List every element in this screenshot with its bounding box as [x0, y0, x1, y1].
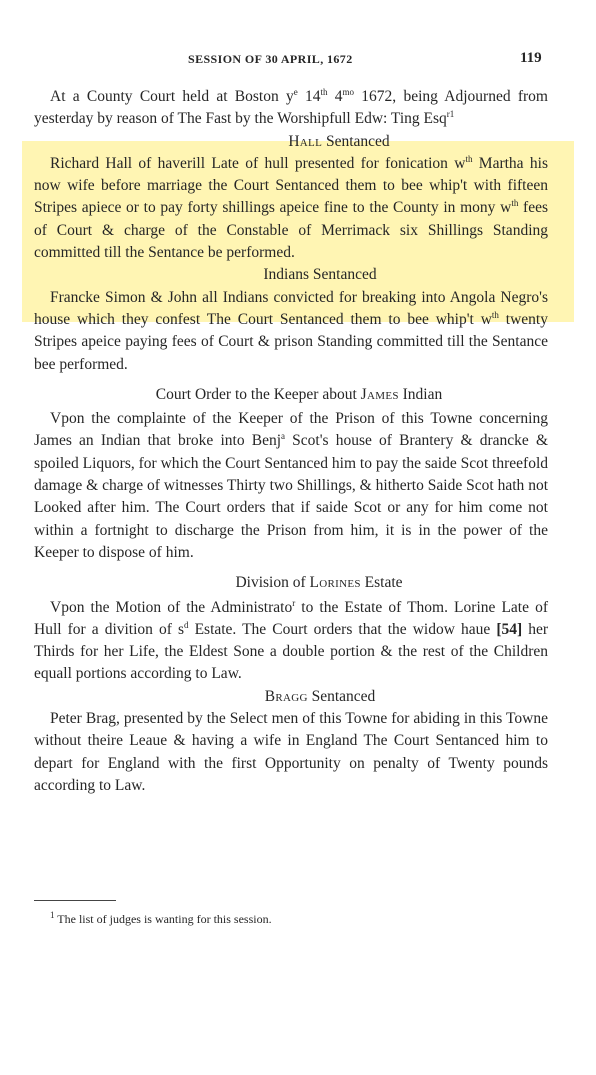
- footnote: [50, 908, 550, 927]
- page-header: [0, 50, 596, 72]
- bragg-paragraph: Peter Brag, presented by the Select men of this Towne for abiding in this Towne without theire Leaue & having a wife in England The Court Sentanced him to depart for England with the first Opportunity on penalty of Twenty pounds according to Law.: [34, 710, 548, 794]
- james-heading: Court Order to the Keeper about James Indian: [155, 385, 443, 403]
- lorine-heading: Division of Lorines Estate: [235, 574, 403, 592]
- running-head: SESSION OF 30 APRIL, 1672: [188, 52, 353, 66]
- indians-heading: Indians Sentanced: [263, 266, 377, 284]
- hall-paragraph: Richard Hall of haverill Late of hull presented for fonication $w^{th}$ Martha his now wife before marriage the Court Sentanced them to bee whip't with fifteen Stripes apiece or to pay forty shillings apeice fine to the County in mony $w^{th}$ fees of Court & charge of the Constable of Merrimack six Shillings Standing committed till the Sentance be performed.: [34, 153, 549, 262]
- indians-paragraph: Francke Simon & John all Indians convicted for breaking into Angola Negro's house which they confest The Court Sentanced them to bee whip't $w^{th}$ twenty Stripes apeice paying fees of Court & prison Standing committed till the Sentance bee performed.: [34, 288, 548, 373]
- james-paragraph: Vpon the complainte of the Keeper of the Prison of this Towne concerning James an Indian that broke into Benj$^a$ Scot's house of Brantery & drancke & spoiled Liquors, for which the Court Sentanced him to pay the saide Scot threefold damage & charge of witnesses Thirty two Shillings, & hitherto Saide Scot hath not Looked after him. The Court orders that if saide Scot or any for him come not within a fortnight to discharge the Prison from him, it is in the power of the Keeper to dispose of him.: [34, 410, 548, 561]
- page-number: 119: [520, 50, 542, 66]
- footnote-mark: 1: [50, 910, 55, 920]
- body-text: [34, 86, 548, 797]
- bragg-heading: Bragg Sentanced: [264, 687, 376, 705]
- footnote-reference: r1: [446, 109, 455, 120]
- intro-paragraph: At a County Court held at Boston $y^e$ 14th $4^{mo}$ 1672, being Adjourned from yesterday by reason of The Fast by the Worshipfull Edw: Ting Esq$^{r1}$: [34, 86, 548, 128]
- hall-heading: Hall Sentanced: [288, 132, 390, 150]
- footnote-rule: [34, 900, 116, 901]
- lorine-paragraph: Vpon the Motion of the Administrato$^r$ to the Estate of Thom. Lorine Late of Hull for a divition of $s^d$ Estate. The Court orders that the widow haue [54] her Thirds for her Life, the Eldest Sone a double portion & the rest of the Children equall portions according to Law.: [34, 597, 548, 683]
- footnote-text: The list of judges is wanting for this session.: [54, 912, 272, 926]
